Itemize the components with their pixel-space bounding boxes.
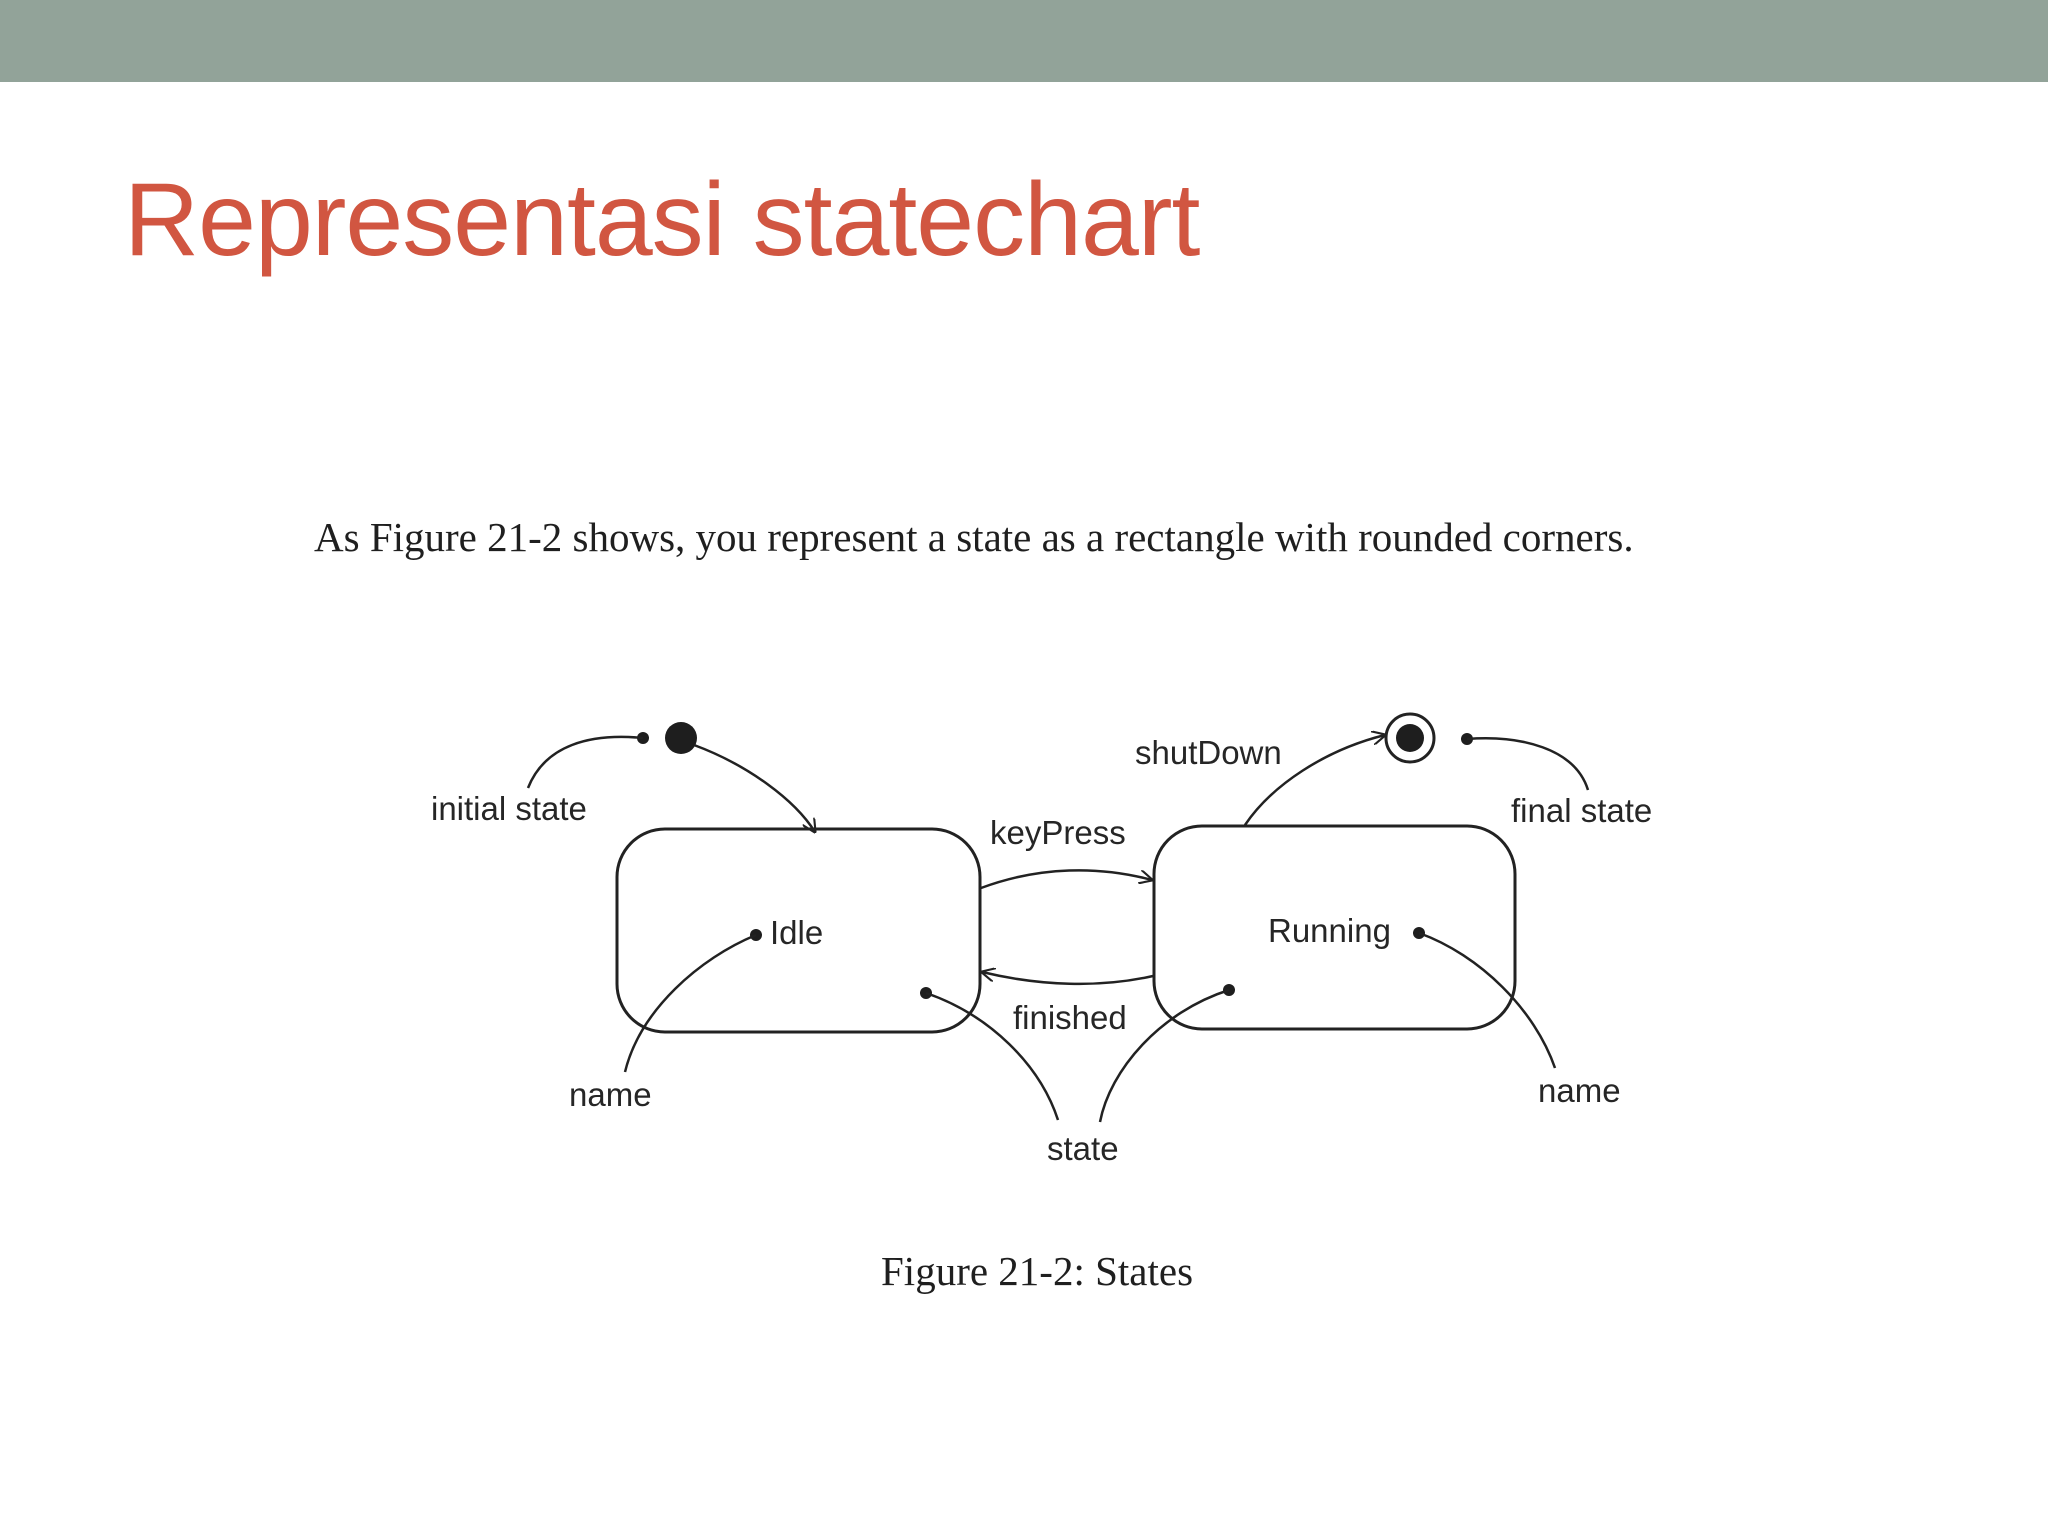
idle-name-leader — [625, 935, 756, 1072]
state-name-idle: Idle — [770, 914, 824, 951]
state-annotation: state — [1047, 1130, 1119, 1167]
name-annotation-left: name — [569, 1076, 652, 1113]
slide-title: Representasi statechart — [124, 162, 1200, 278]
name-annotation-right: name — [1538, 1072, 1621, 1109]
initial-state-annotation: initial state — [431, 790, 587, 827]
running-name-leader — [1419, 933, 1555, 1068]
event-keypress-label: keyPress — [990, 814, 1126, 851]
initial-state-leader — [528, 737, 643, 788]
final-state-inner-dot — [1396, 724, 1424, 752]
transition-finished-edge — [982, 972, 1153, 984]
final-state-annotation: final state — [1511, 792, 1653, 829]
final-state-leader — [1467, 738, 1588, 790]
event-shutdown-label: shutDown — [1135, 734, 1282, 771]
initial-transition-edge — [694, 745, 815, 832]
figure-intro-text: As Figure 21-2 shows, you represent a state as a rectangle with rounded corners. — [314, 514, 1634, 560]
state-name-running: Running — [1268, 912, 1391, 949]
event-finished-label: finished — [1013, 999, 1127, 1036]
figure-caption: Figure 21-2: States — [881, 1248, 1194, 1294]
transition-keypress-edge — [981, 870, 1152, 888]
initial-state-marker — [665, 722, 697, 754]
